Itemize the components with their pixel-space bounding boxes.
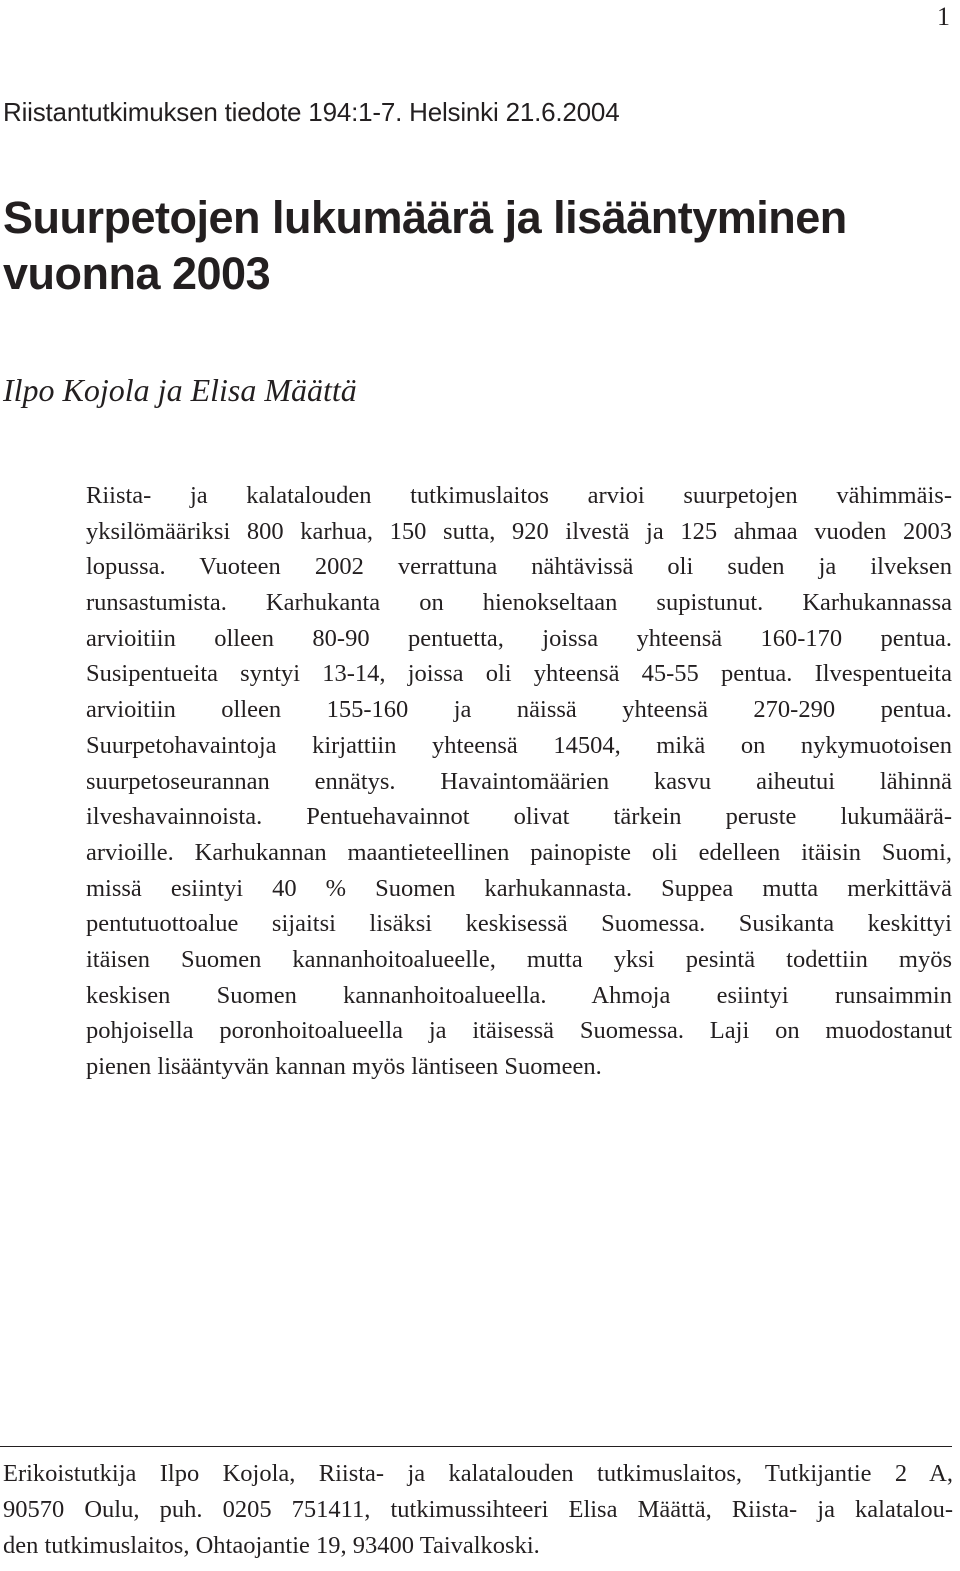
abstract-line: lopussa. Vuoteen 2002 verrattuna nähtävissä oli suden ja ilveksen [86, 553, 952, 581]
abstract-line: Riista- ja kalatalouden tutkimuslaitos arvioi suurpetojen vähimmäis- [86, 482, 952, 509]
abstract-line: itäisen Suomen kannanhoitoalueelle, mutta yksi pesintä todettiin myös [86, 945, 952, 973]
author-affiliation-footnote [3, 1456, 953, 1564]
abstract-line: arvioitiin olleen 155-160 ja näissä yhteensä 270-290 pentua. [86, 696, 952, 724]
footnote-divider [0, 1446, 952, 1447]
abstract-line: Susipentueita syntyi 13-14, joissa oli yhteensä 45-55 pentua. Ilvespentueita [86, 660, 952, 688]
abstract-line: pohjoisella poronhoitoalueella ja itäisessä Suomessa. Laji on muodostanut [86, 1017, 952, 1045]
authors: Ilpo Kojola ja Elisa Määttä [3, 372, 357, 408]
document-title [3, 190, 847, 302]
footnote-line: den tutkimuslaitos, Ohtaojantie 19, 93400 Taivalkoski. [3, 1532, 540, 1559]
title-line: Suurpetojen lukumäärä ja lisääntyminen [3, 192, 847, 243]
page-number: 1 [937, 2, 950, 31]
title-line: vuonna 2003 [3, 248, 271, 299]
abstract-paragraph [86, 478, 952, 1085]
abstract-line: arvioitiin olleen 80-90 pentuetta, joissa yhteensä 160-170 pentua. [86, 624, 952, 652]
publication-series-line: Riistantutkimuksen tiedote 194:1-7. Helsinki 21.6.2004 [3, 97, 620, 127]
abstract-line: arvioille. Karhukannan maantieteellinen painopiste oli edelleen itäisin Suomi, [86, 838, 952, 866]
abstract-line: pienen lisääntyvän kannan myös läntiseen Suomeen. [86, 1053, 602, 1080]
abstract-line: yksilömääriksi 800 karhua, 150 sutta, 920 ilvestä ja 125 ahmaa vuoden 2003 [86, 517, 952, 545]
abstract-line: ilveshavainnoista. Pentuehavainnot olivat tärkein peruste lukumäärä- [86, 803, 952, 831]
footnote-line: 90570 Oulu, puh. 0205 751411, tutkimussihteeri Elisa Määttä, Riista- ja kalatalou- [3, 1496, 953, 1523]
abstract-line: pentutuottoalue sijaitsi lisäksi keskisessä Suomessa. Susikanta keskittyi [86, 910, 952, 938]
abstract-line: suurpetoseurannan ennätys. Havaintomäärien kasvu aiheutui lähinnä [86, 767, 952, 795]
abstract-line: keskisen Suomen kannanhoitoalueella. Ahmoja esiintyi runsaimmin [86, 981, 952, 1009]
footnote-line: Erikoistutkija Ilpo Kojola, Riista- ja kalatalouden tutkimuslaitos, Tutkijantie 2 A, [3, 1460, 953, 1487]
abstract-line: missä esiintyi 40 % Suomen karhukannasta. Suppea mutta merkittävä [86, 874, 952, 902]
abstract-line: runsastumista. Karhukanta on hienokseltaan supistunut. Karhukannassa [86, 589, 952, 617]
abstract-line: Suurpetohavaintoja kirjattiin yhteensä 14504, mikä on nykymuotoisen [86, 731, 952, 759]
